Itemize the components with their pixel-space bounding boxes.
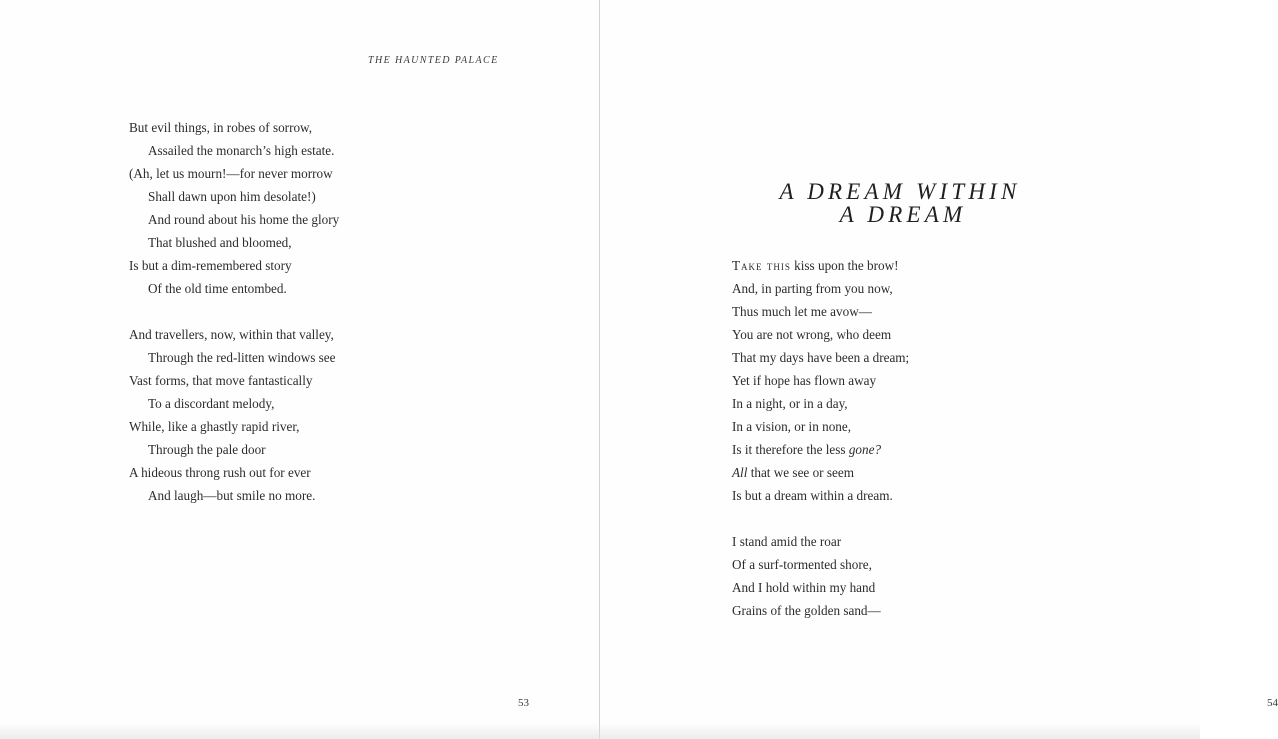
poem-line: Through the pale door [148, 442, 266, 457]
poem-line: Grains of the golden sand— [732, 603, 881, 618]
poem-line: Thus much let me avow— [732, 304, 872, 319]
running-head: THE HAUNTED PALACE [368, 55, 499, 66]
poem-line: And travellers, now, within that valley, [129, 327, 334, 342]
poem-line: That blushed and bloomed, [148, 235, 292, 250]
page-number: 53 [518, 697, 529, 709]
poem-stanzas-left [129, 119, 339, 510]
poem-line: A hideous throng rush out for ever [129, 465, 311, 480]
poem-line: And laugh—but smile no more. [148, 488, 316, 503]
emphasized-word: gone? [848, 442, 882, 457]
poem-line: To a discordant melody, [148, 396, 275, 411]
poem-line [732, 464, 909, 487]
poem-line: Is but a dim-remembered story [129, 258, 292, 273]
left-page [0, 0, 599, 739]
poem-line-text: that we see or seem [747, 465, 854, 480]
poem-line: In a vision, or in none, [732, 419, 852, 434]
stanza-break [129, 303, 339, 326]
poem-line [732, 257, 909, 280]
poem-line: And round about his home the glory [148, 212, 340, 227]
right-page [600, 0, 1278, 739]
poem-line: (Ah, let us mourn!—for never morrow [129, 166, 333, 181]
poem-line: While, like a ghastly rapid river, [129, 419, 300, 434]
poem-title-line: A DREAM [839, 202, 967, 227]
poem-title [730, 180, 1070, 226]
poem-line: That my days have been a dream; [732, 350, 910, 365]
poem-line: Of a surf-tormented shore, [732, 557, 872, 572]
poem-line: Through the red-litten windows see [148, 350, 336, 365]
page-edge-shadow [0, 723, 1200, 739]
poem-line: Vast forms, that move fantastically [129, 373, 313, 388]
opening-words: Take this [732, 258, 791, 273]
poem-line-text: kiss upon the brow! [790, 258, 899, 273]
poem-line: Is but a dream within a dream. [732, 488, 893, 503]
emphasized-word: All [732, 465, 748, 480]
poem-line: In a night, or in a day, [732, 396, 848, 411]
page-number: 54 [1267, 697, 1278, 709]
poem-line: I stand amid the roar [732, 534, 842, 549]
poem-line: You are not wrong, who deem [732, 327, 892, 342]
poem-line [732, 441, 909, 464]
poem-line: Yet if hope has flown away [732, 373, 877, 388]
poem-line: And I hold within my hand [732, 580, 876, 595]
poem-line-text: Is it therefore the less [732, 442, 849, 457]
poem-line: But evil things, in robes of sorrow, [129, 120, 313, 135]
stanza-break [732, 510, 909, 533]
poem-line: And, in parting from you now, [732, 281, 893, 296]
poem-stanzas-right [732, 257, 909, 625]
poem-line: Shall dawn upon him desolate!) [148, 189, 316, 204]
poem-line: Assailed the monarch’s high estate. [148, 143, 335, 158]
poem-title-line: A DREAM WITHIN [779, 179, 1021, 204]
poem-line: Of the old time entombed. [148, 281, 287, 296]
